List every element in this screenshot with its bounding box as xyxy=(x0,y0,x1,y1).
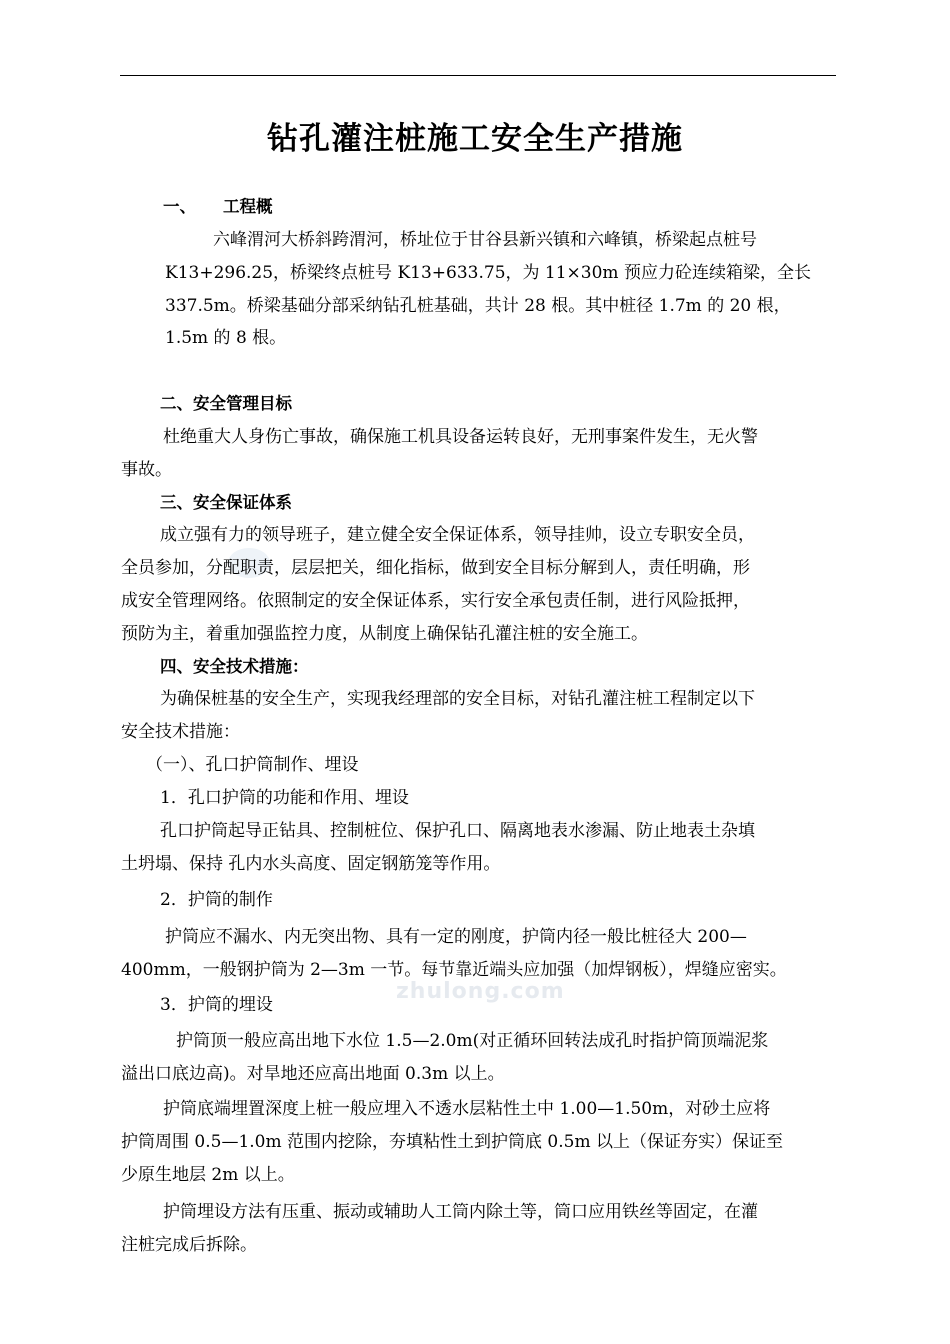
paragraph-line: 注桩完成后拆除。 xyxy=(121,1235,257,1255)
paragraph-line: 337.5m。桥梁基础分部采纳钻孔桩基础，共计 28 根。其中桩径 1.7m 的 20 根， xyxy=(165,296,791,316)
header-rule xyxy=(120,75,836,76)
paragraph-line: 护筒埋设方法有压重、振动或辅助人工筒内除土等，筒口应用铁丝等固定，在灌 xyxy=(163,1202,758,1222)
paragraph-line: 安全技术措施： xyxy=(121,722,240,742)
watermark: zhulong.com xyxy=(396,979,565,1004)
document-title: 钻孔灌注桩施工安全生产措施 xyxy=(267,121,683,157)
paragraph-line: 护筒周围 0.5—1.0m 范围内挖除，夯填粘性土到护筒底 0.5m 以上（保证夯实）保证至 xyxy=(121,1132,783,1152)
paragraph-line: 护筒底端埋置深度上桩一般应埋入不透水层粘性土中 1.00—1.50m，对砂土应将 xyxy=(163,1099,771,1119)
paragraph-line: 预防为主，着重加强监控力度，从制度上确保钻孔灌注桩的安全施工。 xyxy=(121,624,648,644)
paragraph-line: 孔口护筒起导正钻具、控制桩位、保护孔口、隔离地表水渗漏、防止地表土杂填 xyxy=(160,821,755,841)
section-1-heading: 工程概 xyxy=(223,197,273,216)
paragraph-line: 少原生地层 2m 以上。 xyxy=(121,1165,295,1185)
item-3-label: 3．护筒的埋设 xyxy=(160,995,273,1015)
paragraph-line: 成安全管理网络。依照制定的安全保证体系，实行安全承包责任制，进行风险抵押， xyxy=(121,591,750,611)
section-4-heading: 四、安全技术措施： xyxy=(160,657,309,676)
paragraph-line: 六峰渭河大桥斜跨渭河，桥址位于甘谷县新兴镇和六峰镇，桥梁起点桩号 xyxy=(213,230,757,250)
paragraph-line: 溢出口底边高)。对旱地还应高出地面 0.3m 以上。 xyxy=(121,1064,505,1084)
paragraph-line: 杜绝重大人身伤亡事故，确保施工机具设备运转良好，无刑事案件发生，无火警 xyxy=(163,427,758,447)
section-2-heading: 二、安全管理目标 xyxy=(160,394,292,413)
paragraph-line: 为确保桩基的安全生产，实现我经理部的安全目标，对钻孔灌注桩工程制定以下 xyxy=(160,689,755,709)
paragraph-line: 成立强有力的领导班子，建立健全安全保证体系，领导挂帅，设立专职安全员， xyxy=(160,525,755,545)
paragraph-line: 全员参加，分配职责，层层把关，细化指标，做到安全目标分解到人，责任明确，形 xyxy=(121,558,750,578)
paragraph-line: 土坍塌、保持 孔内水头高度、固定钢筋笼等作用。 xyxy=(121,854,501,874)
section-3-heading: 三、安全保证体系 xyxy=(160,493,292,512)
paragraph-line: 护筒应不漏水、内无突出物、具有一定的刚度，护筒内径一般比桩径大 200— xyxy=(165,927,747,947)
subsection-heading: （一）、孔口护筒制作、埋设 xyxy=(146,755,359,775)
paragraph-line: 护筒顶一般应高出地下水位 1.5—2.0m(对正循环回转法成孔时指护筒顶端泥浆 xyxy=(176,1031,769,1051)
item-2-label: 2．护筒的制作 xyxy=(160,890,273,910)
section-1-number: 一、 xyxy=(163,197,196,216)
item-1-label: 1．孔口护筒的功能和作用、埋设 xyxy=(160,788,409,808)
paragraph-line: 事故。 xyxy=(121,460,172,480)
paragraph-line: K13+296.25，桥梁终点桩号 K13+633.75，为 11×30m 预应力砼连续箱梁，全长 xyxy=(165,263,811,283)
paragraph-line: 1.5m 的 8 根。 xyxy=(165,328,287,348)
paragraph-line: 400mm，一般钢护筒为 2—3m 一节。每节靠近端头应加强（加焊钢板），焊缝应密实。 xyxy=(121,960,787,980)
